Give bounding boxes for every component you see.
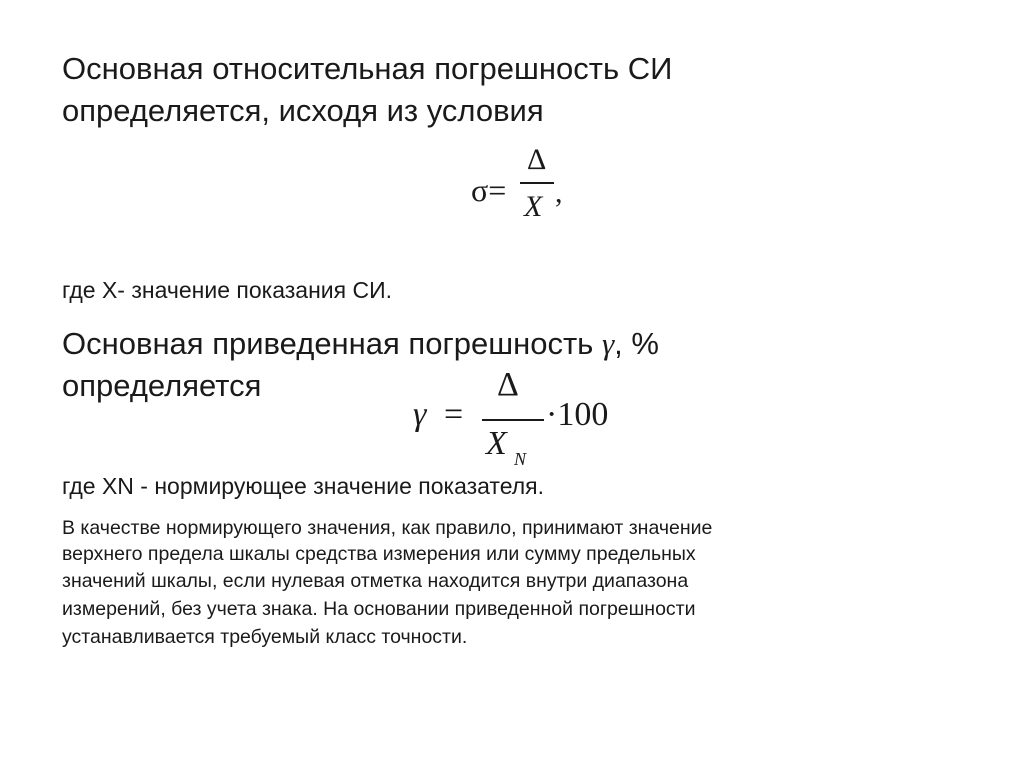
formula2-denominator: X: [486, 425, 507, 462]
formula1-lhs: σ=: [471, 172, 507, 208]
formula1-denominator: X: [524, 190, 543, 223]
paragraph-line: В качестве нормирующего значения, как правило, принимают значение: [62, 517, 713, 539]
formula1-numerator: Δ: [527, 143, 547, 176]
formula2-multiplier: ·100: [546, 396, 609, 433]
formula2-equals: =: [444, 396, 464, 433]
gamma-symbol: γ: [601, 326, 615, 361]
heading2-prefix: Основная приведенная погрешность: [62, 326, 602, 361]
heading-line-2: определяется, исходя из условия: [62, 93, 544, 128]
paragraph-line: устанавливается требуемый класс точности.: [62, 626, 468, 648]
formula2-denominator-sub: N: [514, 449, 527, 469]
heading2-line-2: определяется: [62, 368, 262, 403]
formula1-fraction-bar: [520, 182, 554, 184]
paragraph-line: измерений, без учета знака. На основании приведенной погрешности: [62, 598, 696, 620]
paragraph-line: верхнего предела шкалы средства измерения или сумму предельных: [62, 543, 696, 565]
formula2-fraction-bar: [482, 419, 544, 421]
formula2-lhs: γ: [413, 396, 427, 433]
formula1-trail: ,: [555, 176, 563, 209]
formula2-numerator: Δ: [497, 366, 519, 403]
heading-line-1: Основная относительная погрешность СИ: [62, 51, 673, 86]
heading2-line-1: [62, 325, 659, 363]
note-x-definition: где X- значение показания СИ.: [62, 277, 392, 303]
heading2-suffix: , %: [614, 326, 659, 361]
paragraph-line: значений шкалы, если нулевая отметка находится внутри диапазона: [62, 570, 689, 592]
note-xn-definition: где XN - нормирующее значение показателя.: [62, 473, 545, 499]
